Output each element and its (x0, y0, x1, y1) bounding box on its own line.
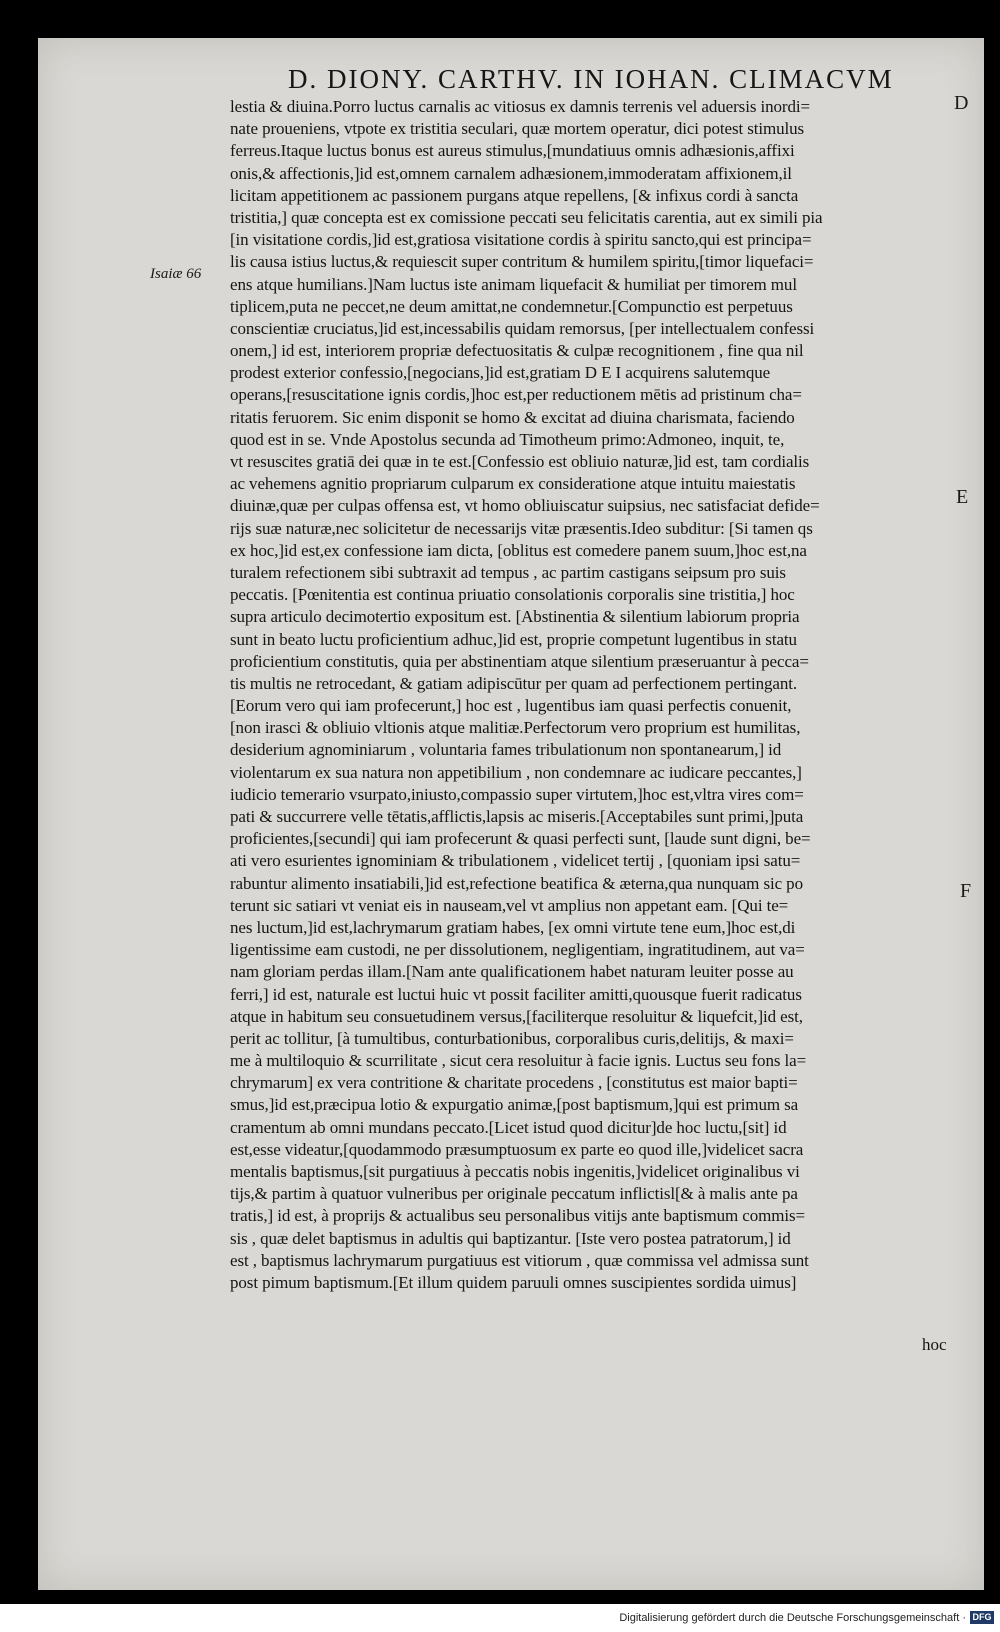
text-line: desiderium agnominiarum , voluntaria fames tribulationum non spontanearum,] id (230, 740, 782, 760)
text-line: chrymarum] ex vera contritione & charitate procedens , [constitutus est maior bapti= (230, 1073, 798, 1093)
text-line: est,esse videatur,[quodammodo præsumptuosum ex parte eo quod ille,]videlicet sacra (230, 1139, 804, 1159)
catchword: hoc (922, 1335, 947, 1354)
text-line: prodest exterior confessio,[negocians,]id est,gratiam D E I acquirens salutemque (230, 363, 771, 383)
text-line: tiplicem,puta ne peccet,ne deum amittat,ne condemnetur.[Compunctio est perpetuus (230, 296, 793, 316)
text-line: terunt sic satiari vt veniat eis in nauseam,vel vt amplius non appetant eam. [Qui te= (230, 895, 789, 915)
text-line: diuinæ,quæ per culpas offensa est, vt homo obliuiscatur suipsius, nec satisfaciat defide= (230, 496, 820, 516)
text-line: ritatis feruorem. Sic enim disponit se homo & excitat ad diuina charismata, faciendo (230, 407, 795, 427)
text-line: ex hoc,]id est,ex confessione iam dicta, [oblitus est comedere panem suum,]hoc est,na (230, 540, 807, 560)
text-line: onis,& affectionis,]id est,omnem carnalem adhæsionem,immoderatam affixionem,il (230, 163, 792, 183)
text-line: nam gloriam perdas illam.[Nam ante qualificationem habet naturam leuiter posse au (230, 962, 794, 982)
text-line: lis causa istius luctus,& requiescit super contritum & humilem spiritu,[timor liquefaci= (230, 252, 814, 272)
dfg-logo: DFG (970, 1611, 994, 1624)
footer-credit: Digitalisierung gefördert durch die Deutsche Forschungsgemeinschaft · (619, 1612, 966, 1624)
text-line: licitam appetitionem ac passionem purgans atque repellens, [& infixus cordi à sancta (230, 185, 799, 205)
text-line: [in visitatione cordis,]id est,gratiosa visitatione cordis à spiritu sancto,qui est principa= (230, 230, 812, 250)
text-line: ens atque humilians.]Nam luctus iste animam liquefacit & humiliat per timorem mul (230, 274, 797, 294)
text-line: quod est in se. Vnde Apostolus secunda ad Timotheum primo:Admoneo, inquit, te, (230, 429, 785, 449)
text-line: onem,] id est, interiorem propriæ defectuositatis & culpæ recognitionem , fine qua nil (230, 341, 804, 361)
text-line: [non irasci & obliuio vltionis atque malitiæ.Perfectorum vero proprium est humilitas, (230, 718, 801, 738)
text-line: proficientium constitutis, quia per abstinentiam atque silentium præseruantur à pecca= (230, 651, 809, 671)
text-line: vt resuscites gratiā dei quæ in te est.[Confessio est obliuio naturæ,]id est, tam cordialis (230, 452, 810, 471)
body-text (230, 96, 965, 1294)
running-title: D. DIONY. CARTHV. IN IOHAN. CLIMACVM (288, 64, 894, 94)
text-line: ati vero esurientes ignominiam & tribulationem , videlicet tertij , [quoniam ipsi satu= (230, 851, 801, 871)
text-line: smus,]id est,præcipua lotio & expurgatio animæ,[post baptismum,]qui est primum sa (230, 1095, 799, 1115)
text-line: rijs suæ naturæ,nec solicitetur de necessarijs vitæ præsentis.Ideo subditur: [Si tamen qs (230, 518, 813, 538)
footer-bar (0, 1604, 1000, 1632)
text-line: tijs,& partim à quatuor vulneribus per originale peccatum inflictisl[& à malis ante pa (230, 1184, 798, 1204)
text-line: est , baptismus lachrymarum purgatiuus est vitiorum , quæ commissa vel admissa sunt (230, 1250, 809, 1270)
margin-note: Isaiæ 66 (150, 266, 202, 282)
text-line: tis multis ne retrocedant, & gatiam adipiscūtur per quam ad perfectionem pertingant. (230, 673, 798, 693)
text-line: operans,[resuscitatione ignis cordis,]hoc est,per reductionem mētis ad pristinum cha= (230, 385, 802, 405)
margin-letter-d: D (954, 92, 969, 114)
text-line: tratis,] id est, à proprijs & actualibus seu personalibus vitijs ante baptismum commis= (230, 1206, 806, 1226)
text-line: cramentum ab omni mundans peccato.[Licet istud quod dicitur]de hoc luctu,[sit] id (230, 1117, 787, 1137)
text-line: supra articulo decimotertio expositum est. [Abstinentia & silentium labiorum propria (230, 607, 800, 627)
text-line: ferreus.Itaque luctus bonus est aureus stimulus,[mundatiuus omnis adhæsionis,affixi (230, 141, 795, 161)
text-line: nate proueniens, vtpote ex tristitia seculari, quæ mortem operatur, dici potest stimulus (230, 119, 805, 139)
text-line: lestia & diuina.Porro luctus carnalis ac vitiosus ex damnis terrenis vel aduersis inordi= (230, 97, 810, 116)
text-line: rabuntur alimento insatiabili,]id est,refectione beatifica & æterna,qua nunquam sic po (230, 873, 803, 893)
text-line: violentarum ex sua natura non appetibilium , non condemnare ac iudicare peccantes,] (230, 762, 802, 782)
text-line: turalem refectionem sibi subtraxit ad tempus , ac partim castigans seipsum pro suis (230, 562, 786, 582)
margin-letter-f: F (960, 880, 972, 902)
text-line: tristitia,] quæ concepta est ex comissione peccati seu felicitatis carentia, aut ex simili pia (230, 207, 823, 227)
text-line: peccatis. [Pœnitentia est continua priuatio consolationis corporalis sine tristitia,] hoc (230, 585, 795, 605)
text-line: me à multiloquio & scurrilitate , sicut cera resoluitur à facie ignis. Luctus seu fons la= (230, 1051, 807, 1071)
margin-letter-e: E (956, 486, 969, 508)
text-line: nes luctum,]id est,lachrymarum gratiam habes, [ex omni virtute tene eum,]hoc est,di (230, 917, 796, 937)
text-line: pati & succurrere velle tētatis,afflictis,lapsis ac miseris.[Acceptabiles sunt primi,]puta (230, 807, 804, 826)
text-line: sis , quæ delet baptismus in adultis qui baptizantur. [Iste vero postea patratorum,] id (230, 1228, 791, 1248)
text-line: post pimum baptismum.[Et illum quidem paruuli omnes suscipientes sordida uimus] (230, 1272, 797, 1292)
text-line: proficientes,[secundi] qui iam profecerunt & quasi perfecti sunt, [laude sunt digni, be= (230, 829, 811, 849)
text-line: ac vehemens agnitio propriarum culparum ex consideratione atque intuitu maiestatis (230, 474, 796, 494)
text-line: mentalis baptismus,[sit purgatiuus à peccatis nobis ingenitis,]videlicet originalibus vi (230, 1162, 800, 1181)
text-line: atque in habitum seu consuetudinem versus,[faciliterque resoluitur & liquefcit,]id est, (230, 1006, 803, 1026)
text-line: [Eorum vero qui iam profecerunt,] hoc est , lugentibus iam quasi perfectis conuenit, (230, 696, 792, 716)
text-line: perit ac tollitur, [à tumultibus, conturbationibus, corporalibus curis,delitijs, & maxi= (230, 1028, 794, 1048)
text-line: sunt in beato luctu proficientium adhuc,]id est, proprie competunt lugentibus in statu (230, 629, 797, 649)
text-line: ligentissime eam custodi, ne per dissolutionem, negligentiam, ingratitudinem, aut va= (230, 940, 805, 960)
text-line: ferri,] id est, naturale est luctui huic vt possit faciliter amitti,quousque fuerit radicatus (230, 984, 802, 1004)
text-line: conscientiæ cruciatus,]id est,incessabilis quidam remorsus, [per intellectualem confessi (230, 318, 815, 338)
text-line: iudicio temerario vsurpato,iniusto,compassio super virtutem,]hoc est,vltra vires com= (230, 784, 804, 804)
